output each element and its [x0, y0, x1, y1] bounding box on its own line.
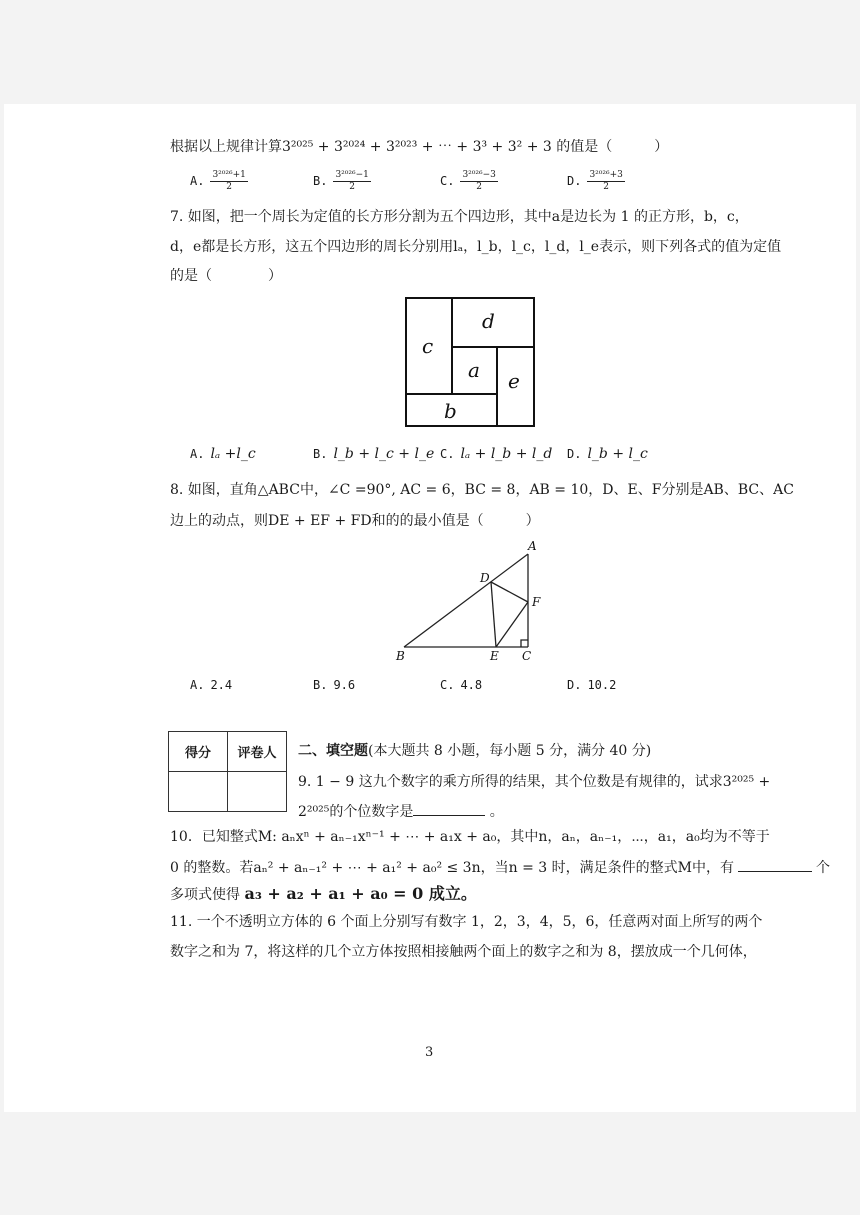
q11-line-2: 数字之和为 7，将这样的几个立方体按照相接触两个面上的数字之和为 8，摆放成一个几何体， — [170, 944, 757, 960]
numerator: 3²⁰²⁶−3 — [462, 170, 496, 180]
label-a: a — [468, 358, 480, 382]
q8-option-a[interactable] — [190, 678, 238, 693]
q7-line-2: d，e都是长方形，这五个四边形的周长分别用lₐ，l_b，l_c，l_d，l_e表示，则下列各式的值为定值 — [170, 239, 782, 255]
point-f-label: F — [532, 595, 541, 609]
q9-text: 2²⁰²⁵的个位数字是 — [298, 804, 414, 820]
denominator: 2 — [603, 182, 610, 192]
option-text: 4.8 — [460, 678, 483, 692]
q8-line-1: 8. 如图，直角△ABC中，∠C =90°, AC = 6，BC = 8，AB = 10，D、E、F分别是AB、BC、AC — [170, 482, 794, 498]
option-letter: A. — [190, 447, 205, 461]
q10-line-3 — [170, 884, 477, 905]
option-letter: D. — [567, 447, 582, 461]
q11-line-1: 11. 一个不透明立方体的 6 个面上分别写有数字 1，2，3，4，5，6，任意两对面上所写的两个 — [170, 914, 763, 930]
numerator: 3²⁰²⁶+3 — [589, 170, 623, 180]
q9-line-1: 9. 1 − 9 这九个数字的乘方所得的结果，其个位数是有规律的，试求3²⁰²⁵ + — [298, 774, 771, 790]
option-letter: C. — [440, 174, 455, 188]
q7-option-c[interactable] — [440, 446, 552, 462]
label-d: d — [482, 309, 495, 333]
vertex-a-label: A — [528, 539, 537, 553]
vertex-c-label: C — [522, 649, 532, 663]
q10-line-2 — [170, 857, 830, 878]
segment-de — [491, 582, 496, 647]
q9-text-end: 。 — [485, 804, 504, 820]
section-2-desc: (本大题共 8 小题，每小题 5 分，满分 40 分) — [368, 743, 652, 759]
option-letter: A. — [190, 174, 205, 188]
option-letter: B. — [313, 678, 328, 692]
q8-triangle-figure — [392, 536, 554, 666]
q6-stem — [170, 137, 668, 157]
option-text: l_b + l_c — [587, 446, 648, 462]
q7-rectangle-figure — [400, 293, 542, 431]
q6-option-b[interactable] — [313, 170, 371, 193]
page-number: 3 — [425, 1045, 434, 1060]
q9-line-2 — [298, 801, 504, 822]
option-text: lₐ +l_c — [210, 446, 256, 462]
fraction — [333, 170, 370, 193]
point-e-label: E — [490, 649, 499, 663]
q7-option-d[interactable] — [567, 446, 648, 462]
q10-text: 0 的整数。若aₙ² + aₙ₋₁² + ⋯ + a₁² + a₀² ≤ 3n，当n = 3 时，满足条件的整式M中，有 — [170, 860, 734, 876]
section-2-heading — [298, 741, 651, 761]
q6-prefix: 根据以上规律计算 — [170, 139, 282, 155]
option-letter: C. — [440, 447, 455, 461]
option-text: 2.4 — [210, 678, 233, 692]
right-angle-mark — [521, 640, 528, 647]
label-e: e — [508, 369, 520, 393]
q7-option-b[interactable] — [313, 446, 434, 462]
side-ab — [404, 554, 528, 647]
segment-fd — [491, 582, 528, 602]
q6-option-c[interactable] — [440, 170, 498, 193]
option-letter: D. — [567, 678, 582, 692]
q10-line-1: 10．已知整式M: aₙxⁿ + aₙ₋₁xⁿ⁻¹ + ⋯ + a₁x + a₀，其中n，aₙ，aₙ₋₁，⋯，a₁，a₀均为不等于 — [170, 829, 770, 845]
q10-text: 多项式使得 — [170, 887, 240, 903]
q6-option-d[interactable] — [567, 170, 625, 193]
q7-option-a[interactable] — [190, 446, 256, 462]
fraction — [587, 170, 624, 193]
option-letter: C. — [440, 678, 455, 692]
denominator: 2 — [476, 182, 483, 192]
q6-suffix: 的值是（ ） — [556, 139, 669, 155]
q8-option-b[interactable] — [313, 678, 361, 693]
score-cell[interactable] — [169, 772, 228, 812]
q10-answer-blank[interactable] — [738, 857, 812, 872]
option-letter: D. — [567, 174, 582, 188]
score-header: 得分 — [169, 732, 228, 772]
q10-condition: a₃ + a₂ + a₁ + a₀ = 0 成立。 — [244, 884, 477, 903]
q8-line-2: 边上的动点，则DE + EF + FD和的的最小值是（ ） — [170, 513, 540, 529]
denominator: 2 — [349, 182, 356, 192]
option-letter: B. — [313, 447, 328, 461]
grader-cell[interactable] — [228, 772, 287, 812]
option-letter: B. — [313, 174, 328, 188]
numerator: 3²⁰²⁶+1 — [212, 170, 246, 180]
score-table — [168, 731, 287, 812]
fraction — [210, 170, 247, 193]
q9-answer-blank[interactable] — [413, 801, 485, 816]
q7-line-1: 7. 如图，把一个周长为定值的长方形分割为五个四边形，其中a是边长为 1 的正方形，b，c， — [170, 209, 749, 225]
option-text: 9.6 — [333, 678, 356, 692]
point-d-label: D — [480, 571, 490, 585]
grader-header: 评卷人 — [228, 732, 287, 772]
q6-expression: 3²⁰²⁵ + 3²⁰²⁴ + 3²⁰²³ + ⋯ + 3³ + 3² + 3 — [282, 139, 552, 155]
option-letter: A. — [190, 678, 205, 692]
option-text: l_b + l_c + l_e — [333, 446, 435, 462]
option-text: lₐ + l_b + l_d — [460, 446, 553, 462]
option-text: 10.2 — [587, 678, 617, 692]
q8-option-c[interactable] — [440, 678, 488, 693]
denominator: 2 — [226, 182, 233, 192]
numerator: 3²⁰²⁶−1 — [335, 170, 369, 180]
label-c: c — [422, 334, 434, 358]
label-b: b — [444, 399, 457, 423]
q10-text-end: 个 — [815, 860, 830, 876]
fraction — [460, 170, 497, 193]
q8-option-d[interactable] — [567, 678, 622, 693]
section-2-title: 二、填空题 — [298, 743, 368, 759]
q7-line-3: 的是（ ） — [170, 268, 282, 284]
q6-option-a[interactable] — [190, 170, 248, 193]
vertex-b-label: B — [396, 649, 405, 663]
